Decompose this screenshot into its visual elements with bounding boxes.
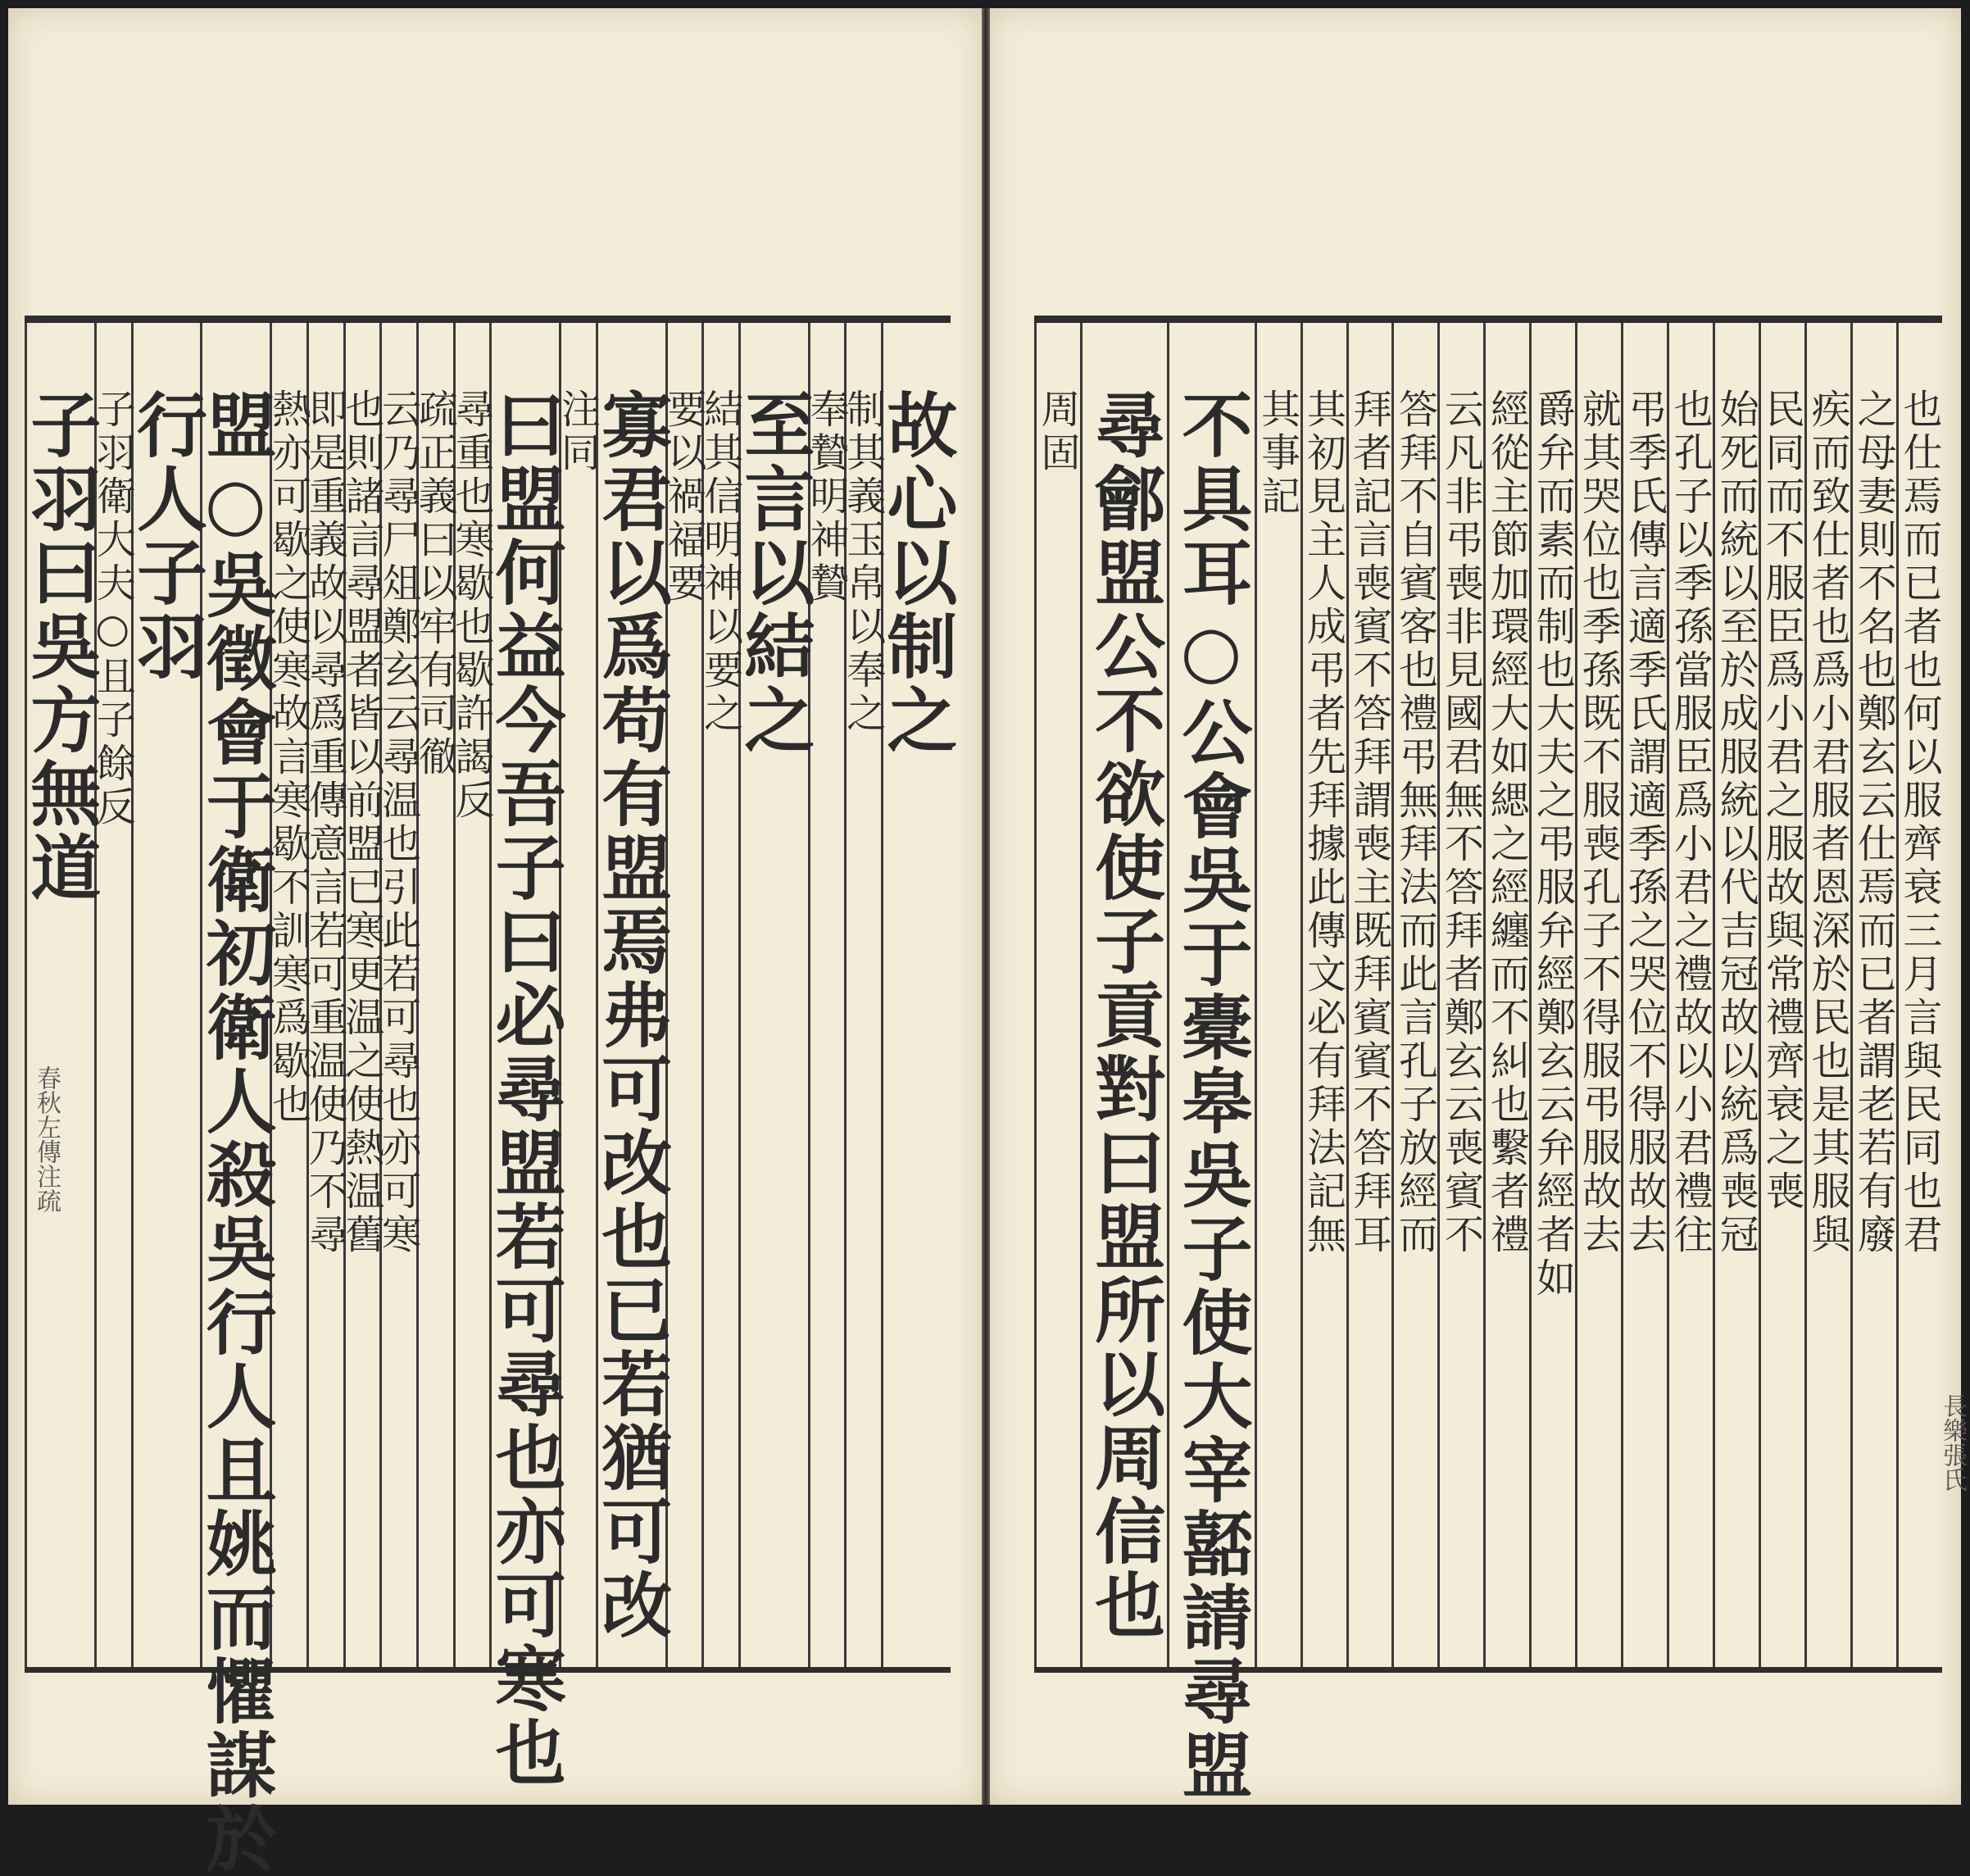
commentary-text: 答拜不自賓客也禮弔無拜法而此言孔子放經而 xyxy=(1391,388,1438,1257)
commentary-text: 爵弁而素而制也大夫之弔服弁經鄭玄云弁經者如 xyxy=(1529,388,1576,1301)
text-column xyxy=(839,323,886,1667)
text-column xyxy=(1255,323,1300,1667)
text-column xyxy=(1391,323,1437,1667)
text-column xyxy=(1300,323,1346,1667)
commentary-text: 經從主節加環經大如緦之經纏而不糾也繫者禮 xyxy=(1483,388,1530,1257)
commentary-text: 民同而不服臣爲小君之服故與常禮齊衰之喪 xyxy=(1759,388,1805,1214)
text-column xyxy=(447,323,494,1667)
commentary-text: 也則諸言尋盟者皆以前盟已寒更温之使熱温舊 xyxy=(338,388,384,1257)
text-column xyxy=(1080,323,1167,1667)
commentary-text: 也仕焉而已者也何以服齊衰三月言與民同也君 xyxy=(1896,388,1943,1257)
main-text: 尋鄶盟公不欲使子貢對曰盟所以周信也 xyxy=(1083,388,1166,1642)
commentary-text: 其事記 xyxy=(1254,388,1300,519)
main-text: 寡君以爲苟有盟焉弗可改也已若猶可改 xyxy=(589,388,673,1642)
text-column xyxy=(1575,323,1621,1667)
right-margin-label: 長樂張氏 xyxy=(1938,1393,1967,1492)
text-column xyxy=(1346,323,1392,1667)
left-margin-label: 春秋左傳注疏 xyxy=(32,1065,61,1213)
book-spine xyxy=(982,8,990,1805)
commentary-text: 弔季氏傳言適季氏謂適季孫之哭位不得服故去 xyxy=(1621,388,1668,1257)
left-text-frame xyxy=(18,316,958,1876)
commentary-text: 之母妻則不名也鄭玄云仕焉而已者謂老若有廢 xyxy=(1850,388,1897,1257)
text-column xyxy=(1621,323,1667,1667)
text-column xyxy=(374,323,421,1667)
commentary-text: 拜者記言喪賓不答拜謂喪主既拜賓賓不答拜耳 xyxy=(1346,388,1392,1257)
commentary-text: 制其義玉帛以奉之 xyxy=(839,388,886,736)
main-text: 子羽曰吳方無道 xyxy=(18,388,102,905)
commentary-text: 子羽衛大夫○且子餘反 xyxy=(89,388,136,829)
text-column xyxy=(338,323,384,1667)
commentary-text: 也孔子以季孫當服臣爲小君之禮故以小君禮往 xyxy=(1667,388,1714,1257)
text-column xyxy=(1804,323,1850,1667)
commentary-text: 云乃尋尸俎鄭玄云尋温也引此若可尋也亦可寒 xyxy=(374,388,421,1257)
text-column xyxy=(874,323,958,1667)
commentary-text: 熱亦可歇之使寒故言寒歇不訓寒爲歇也 xyxy=(265,388,311,1127)
text-column xyxy=(18,323,102,1667)
text-column xyxy=(302,323,348,1667)
text-column xyxy=(1713,323,1759,1667)
main-text: 盟○吳徵會于衛初衛人殺吳行人且姚而懼謀於 xyxy=(193,388,277,1876)
text-column xyxy=(1437,323,1483,1667)
text-column xyxy=(697,323,743,1667)
main-text: 至言以結之 xyxy=(732,388,815,757)
main-text: 行人子羽 xyxy=(124,388,207,684)
text-column xyxy=(124,323,207,1667)
text-column xyxy=(1529,323,1575,1667)
commentary-text: 奉贄明神贄 xyxy=(803,388,850,606)
commentary-text: 注同 xyxy=(554,388,601,475)
text-column xyxy=(1483,323,1529,1667)
commentary-text: 即是重義故以尋爲重傳意言若可重温使乃不尋 xyxy=(302,388,348,1257)
text-column xyxy=(1167,323,1254,1802)
commentary-text: 就其哭位也季孫既不服喪孔子不得服弔服故去 xyxy=(1575,388,1622,1257)
commentary-text: 疏正義曰以牢有司徹 xyxy=(411,388,458,779)
text-column xyxy=(1850,323,1896,1667)
commentary-text: 周固 xyxy=(1033,388,1080,475)
right-text-frame xyxy=(1033,316,1943,1802)
main-text: 曰盟何益今吾子曰必尋盟若可尋也亦可寒也 xyxy=(483,388,566,1790)
commentary-text: 要以禍福要 xyxy=(660,388,706,606)
commentary-text: 云凡非弔喪非見國君無不答拜者鄭玄云喪賓不 xyxy=(1437,388,1484,1257)
commentary-text: 其初見主人成弔者先拜據此傳文必有拜法記無 xyxy=(1300,388,1346,1257)
commentary-text: 結其信明神以要之 xyxy=(697,388,743,736)
text-column xyxy=(483,323,566,1790)
main-text: 不具耳○公會吳于橐皋吳子使大宰嚭請尋盟 xyxy=(1169,388,1253,1802)
text-column xyxy=(589,323,673,1667)
commentary-text: 疾而致仕者也爲小君服者恩深於民也是其服與 xyxy=(1804,388,1851,1257)
text-column xyxy=(1759,323,1804,1667)
main-text: 故心以制之 xyxy=(874,388,958,757)
text-column xyxy=(1667,323,1713,1667)
text-column xyxy=(1034,323,1080,1667)
text-column xyxy=(411,323,458,1667)
text-column xyxy=(732,323,815,1667)
commentary-text: 尋重也寒歇也歇許謁反 xyxy=(447,388,494,823)
text-column xyxy=(193,323,277,1876)
commentary-text: 始死而統以至於成服統以代吉冠故以統爲喪冠 xyxy=(1713,388,1759,1257)
